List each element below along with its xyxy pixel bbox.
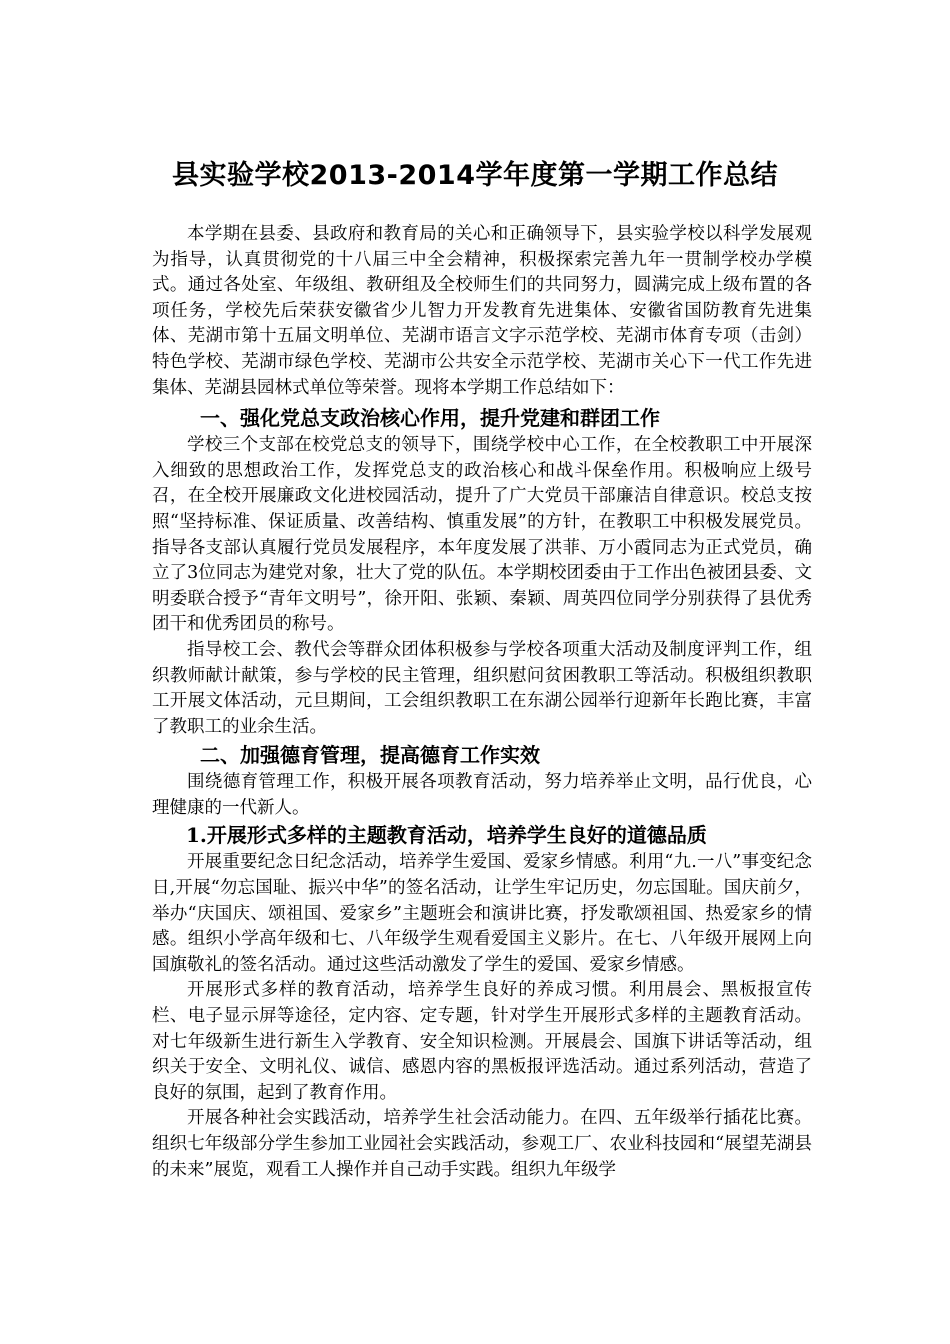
intro-paragraph: 本学期在县委、县政府和教育局的关心和正确领导下，县实验学校以科学发展观为指导，认真贯彻党的十八届三中全会精神，积极探索完善九年一贯制学校办学模式。通过各处室、年级组、教研组及全校师生们的共同努力，圆满完成上级布置的各项任务，学校先后荣获安徽省少儿智力开发教育先进集体、安徽省国防教育先进集体、芜湖市第十五届文明单位、芜湖市语言文字示范学校、芜湖市体育专项（击剑）特色学校、芜湖市绿色学校、芜湖市公共安全示范学校、芜湖市关心下一代工作先进集体、芜湖县园林式单位等荣誉。现将本学期工作总结如下： [152,224,812,398]
subsection-1-heading: 1.开展形式多样的主题教育活动，培养学生良好的道德品质 [186,823,707,848]
section-1-paragraph-2: 指导校工会、教代会等群众团体积极参与学校各项重大活动及制度评判工作，组织教师献计献策，参与学校的民主管理，组织慰问贫困教职工等活动。积极组织教职工开展文体活动，元旦期间，工会组织教职工在东湖公园举行迎新年长跑比赛，丰富了教职工的业余生活。 [152,639,812,737]
subsection-1-paragraph-3: 开展各种社会实践活动，培养学生社会活动能力。在四、五年级举行插花比赛。组织七年级部分学生参加工业园社会实践活动，参观工厂、农业科技园和“展望芜湖县的未来”展览，观看工人操作并自己动手实践。组织九年级学 [152,1108,812,1180]
document-title: 县实验学校2013-2014学年度第一学期工作总结 [172,160,778,191]
document-body [152,222,812,1183]
section-1-paragraph-1: 学校三个支部在校党总支的领导下，围绕学校中心工作，在全校教职工中开展深入细致的思想政治工作，发挥党总支的政治核心和战斗保垒作用。积极响应上级号召，在全校开展廉政文化进校园活动，提升了广大党员干部廉洁自律意识。校总支按照“坚持标准、保证质量、改善结构、慎重发展”的方针，在教职工中积极发展党员。指导各支部认真履行党员发展程序，本年度发展了洪菲、万小霞同志为正式党员，确立了3位同志为建党对象，壮大了党的队伍。本学期校团委由于工作出色被团县委、文明委联合授予“青年文明号”，徐开阳、张颖、秦颖、周英四位同学分别获得了县优秀团干和优秀团员的称号。 [152,435,812,635]
section-2-paragraph-1: 围绕德育管理工作，积极开展各项教育活动，努力培养举止文明，品行优良，心理健康的一代新人。 [152,772,812,818]
section-1-heading: 一、强化党总支政治核心作用，提升党建和群团工作 [200,406,660,431]
subsection-1-paragraph-1: 开展重要纪念日纪念活动，培养学生爱国、爱家乡情感。利用“九.一八”事变纪念日,开展“勿忘国耻、振兴中华”的签名活动，让学生牢记历史，勿忘国耻。国庆前夕，举办“庆国庆、颂祖国、爱家乡”主题班会和演讲比赛，抒发歌颂祖国、热爱家乡的情感。组织小学高年级和七、八年级学生观看爱国主义影片。在七、八年级开展网上向国旗敬礼的签名活动。通过这些活动激发了学生的爱国、爱家乡情感。 [152,852,812,975]
section-2-heading: 二、加强德育管理，提高德育工作实效 [200,743,540,768]
subsection-1-paragraph-2: 开展形式多样的教育活动，培养学生良好的养成习惯。利用晨会、黑板报宣传栏、电子显示屏等途径，定内容、定专题，针对学生开展形式多样的主题教育活动。对七年级新生进行新生入学教育、安全知识检测。开展晨会、国旗下讲话等活动，组织关于安全、文明礼仪、诚信、感恩内容的黑板报评选活动。通过系列活动，营造了良好的氛围，起到了教育作用。 [152,980,812,1103]
